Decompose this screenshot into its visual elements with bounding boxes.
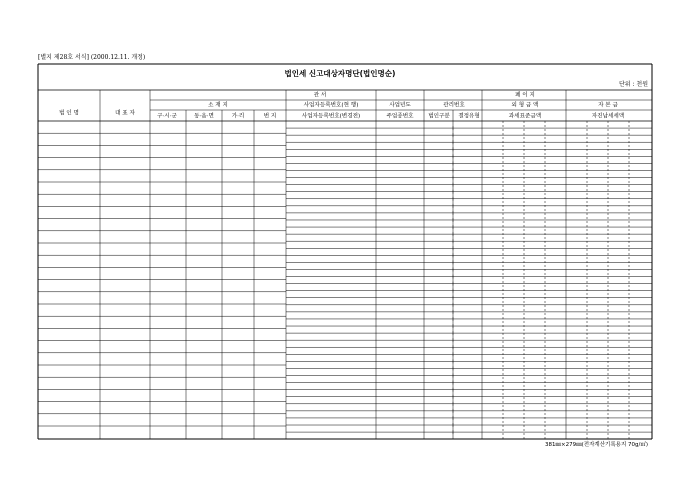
header-lot: 번 지 (263, 113, 277, 120)
header-foreign-amount: 외 형 금 액 (511, 102, 539, 109)
header-decision-type: 결정유형 (458, 113, 480, 120)
header-corp-name: 법 인 명 (59, 110, 79, 117)
header-industry-code: 주업종번호 (386, 113, 414, 120)
paper-spec-footer: 381㎜×279㎜(전자계산기록용지 70g/㎡) (545, 442, 648, 448)
header-representative: 대 표 자 (115, 110, 135, 117)
header-page: 페 이 지 (515, 92, 535, 99)
form-title: 법인세 신고대상자명단(법인명순) (284, 69, 396, 78)
header-regno-current: 사업자등록번호(현 행) (303, 102, 359, 109)
header-tax-paid: 자진납세세액 (591, 113, 625, 120)
header-regno-before: 사업자등록번호(변경전) (301, 113, 361, 120)
header-capital: 자 본 금 (598, 102, 618, 109)
header-town: 동·읍·면 (194, 113, 214, 120)
header-corp-type: 법인구분 (428, 113, 450, 120)
header-mgmt-no: 관리번호 (443, 102, 465, 109)
header-office: 관 서 (313, 92, 327, 99)
form-number: [별지 제28호 서식] (2000.12.11. 개정) (38, 54, 146, 61)
header-fiscal-year: 사업년도 (389, 102, 411, 109)
header-location: 소 재 지 (208, 102, 228, 109)
header-tax-base: 과세표준금액 (508, 113, 542, 120)
unit-label: 단위 : 천원 (618, 81, 648, 88)
header-street: 가·리 (231, 113, 245, 120)
header-district: 구·시·군 (157, 113, 177, 120)
